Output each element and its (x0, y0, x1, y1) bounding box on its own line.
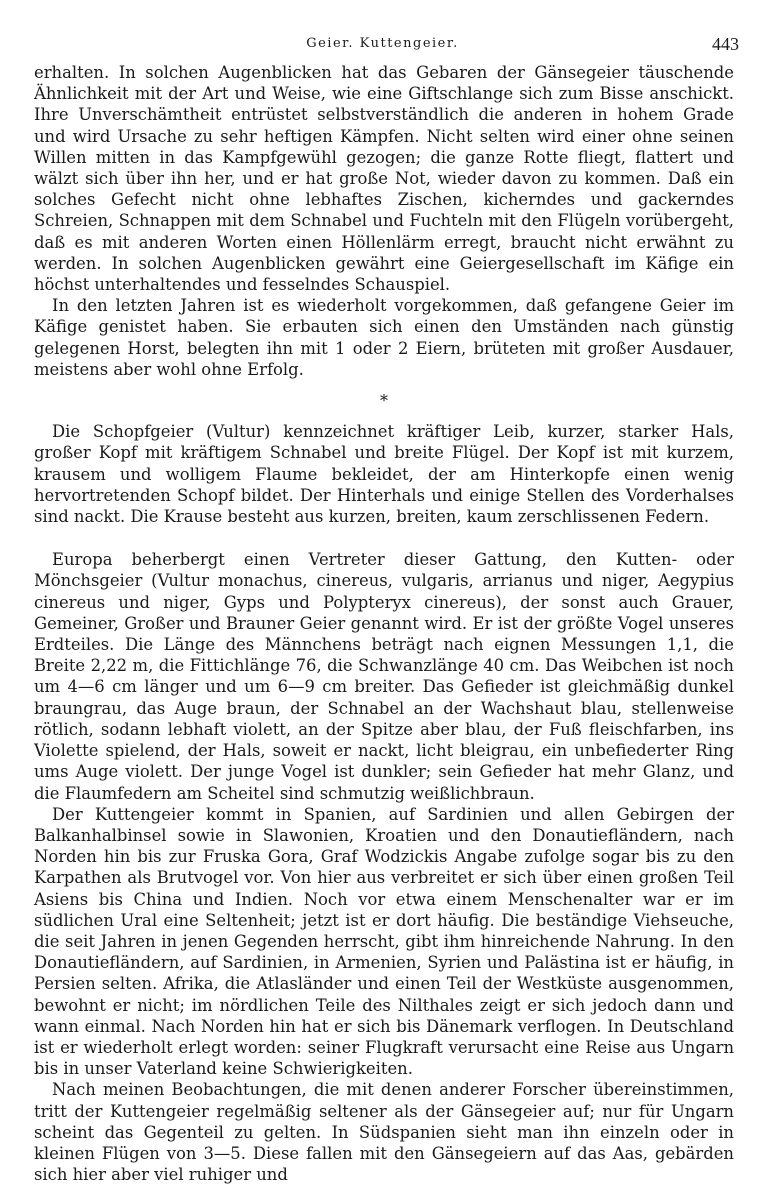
page-header (0, 34, 765, 58)
spacer (34, 527, 734, 549)
running-head: Geier. Kuttengeier. (306, 36, 459, 51)
paragraph-continued: erhalten. In solchen Augenblicken hat das Gebaren der Gänsegeier täuschende Ähnlichkeit mit der Art und Weise, wie eine Giftschlange sich zum Bisse anschickt. Ihre Unverschämtheit entrüstet selbstverständlich die anderen in hohem Grade und wird Ursache zu sehr heftigen Kämpfen. Nicht selten wird einer ohne seinen Willen mitten in das Kampfgewühl gezogen; die ganze Rotte fliegt, flattert und wälzt sich über ihn her, und er hat große Not, wieder davon zu kommen. Daß ein solches Gefecht nicht ohne lebhaftes Zischen, kicherndes und gackerndes Schreien, Schnappen mit dem Schnabel und Fuchteln mit den Flügeln vorübergeht, daß es mit anderen Worten einen Höllenlärm erregt, braucht nicht erwähnt zu werden. In solchen Augenblicken gewährt eine Geiergesellschaft im Käfige ein höchst unterhaltendes und fesselndes Schauspiel. (34, 63, 734, 295)
paragraph-captive-nesting: In den letzten Jahren ist es wiederholt vorgekommen, daß gefangene Geier im Käfige genistet haben. Sie erbauten sich einen den Umständen nach günstig gelegenen Horst, belegten ihn mit 1 oder 2 Eiern, brüteten mit großer Ausdauer, meistens aber wohl ohne Erfolg. (34, 296, 734, 379)
section-divider-asterisk: * (380, 391, 388, 411)
paragraph-distribution: Der Kuttengeier kommt in Spanien, auf Sardinien und allen Gebirgen der Balkanhalbinsel sowie in Slawonien, Kroatien und den Donautiefländern, nach Norden hin bis zur Fruska Gora, Graf Wodzickis Angabe zufolge sogar bis zu den Karpathen als Brutvogel vor. Von hier aus verbreitet er sich über einen großen Teil Asiens bis China und Indien. Noch vor etwa einem Menschenalter war er im südlichen Ural eine Seltenheit; jetzt ist er dort häufig. Die beständige Viehseuche, die seit Jahren in jenen Gegenden herrscht, gibt ihm hinreichende Nahrung. In den Donautiefländern, auf Sardinien, in Armenien, Syrien und Palästina ist er häufig, in Persien selten. Afrika, die Atlasländer und einen Teil der Westküste ausgenommen, bewohnt er nicht; im nördlichen Teile des Nilthales zeigt er sich jedoch dann und wann einmal. Nach Norden hin hat er sich bis Dänemark verflogen. In Deutschland ist er wiederholt erlegt worden: seiner Flugkraft verursacht eine Reise aus Ungarn bis in unser Vaterland keine Schwierigkeiten. (34, 804, 734, 1079)
paragraph-schopfgeier: Die Schopfgeier (Vultur) kennzeichnet kräftiger Leib, kurzer, starker Hals, großer Kopf mit kräftigem Schnabel und breite Flügel. Der Kopf ist mit kurzem, krausem und wolligem Flaume bekleidet, der am Hinterkopfe einen wenig hervortretenden Schopf bildet. Der Hinterhals und einige Stellen des Vorderhalses sind nackt. Die Krause besteht aus kurzen, breiten, kaum zerschlissenen Federn. (34, 422, 734, 527)
page-body (34, 62, 734, 1185)
paragraph-kuttengeier-description: Europa beherbergt einen Vertreter dieser Gattung, den Kutten- oder Mönchsgeier (Vultur monachus, cinereus, vulgaris, arrianus und niger, Aegypius cinereus und niger, Gyps und Polypteryx cinereus), der sonst auch Grauer, Gemeiner, Großer und Brauner Geier genannt wird. Er ist der größte Vogel unseres Erdteiles. Die Länge des Männchens beträgt nach eignen Messungen 1,1, die Breite 2,22 m, die Fittichlänge 76, die Schwanzlänge 40 cm. Das Weibchen ist noch um 4—6 cm länger und um 6—9 cm breiter. Das Gefieder ist gleichmäßig dunkel braungrau, das Auge braun, der Schnabel an der Wachshaut blau, stellenweise rötlich, sodann lebhaft violett, an der Spitze aber blau, der Fuß fleischfarben, ins Violette spielend, der Hals, soweit er nackt, licht bleigrau, ein unbefiederter Ring ums Auge violett. Der junge Vogel ist dunkler; sein Gefieder hat mehr Glanz, und die Flaumfedern am Scheitel sind schmutzig weißlichbraun. (34, 550, 734, 803)
paragraph-observations: Nach meinen Beobachtungen, die mit denen anderer Forscher übereinstimmen, tritt der Kuttengeier regelmäßig seltener als der Gänsegeier auf; nur für Ungarn scheint das Gegenteil zu gelten. In Südspanien sieht man ihn einzeln oder in kleinen Flügen von 3—5. Diese fallen mit den Gänsegeiern auf das Aas, gebärden sich hier aber viel ruhiger und (34, 1080, 734, 1185)
page-number: 443 (712, 34, 739, 54)
